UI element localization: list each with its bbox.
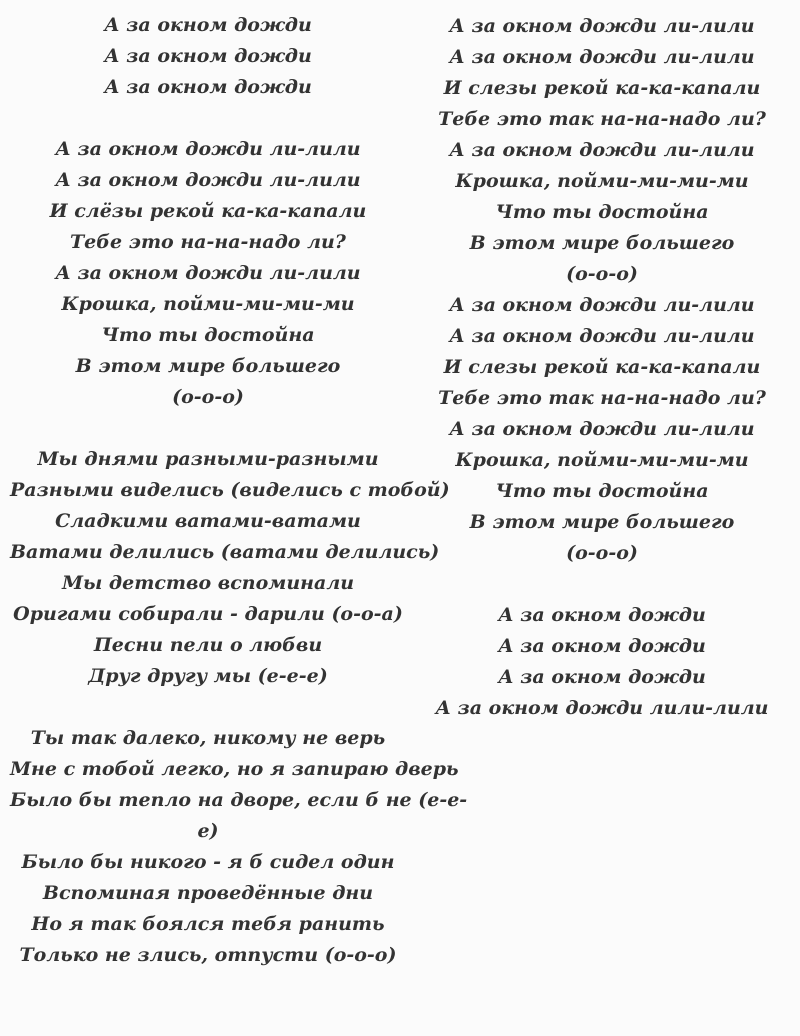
- lyric-line: Крошка, пойми-ми-ми-ми: [61, 293, 355, 315]
- lyric-line: Только не злись, отпусти (о-о-о): [19, 944, 397, 966]
- lyric-line: Ватами делились (ватами делились): [10, 541, 440, 563]
- lyric-line: А за окном дожди: [104, 14, 312, 36]
- lyric-line: е): [197, 820, 219, 842]
- lyric-line: А за окном дожди ли-лили: [55, 169, 361, 191]
- lyric-line: И слезы рекой ка-ка-капали: [443, 77, 761, 99]
- lyric-line: Тебе это так на-на-надо ли?: [438, 108, 766, 130]
- lyric-line: А за окном дожди ли-лили: [449, 139, 755, 161]
- lyric-line: А за окном дожди ли-лили: [449, 325, 755, 347]
- lyric-line: А за окном дожди ли-лили: [449, 294, 755, 316]
- lyric-line: А за окном дожди ли-лили: [55, 138, 361, 160]
- lyric-line: А за окном дожди: [498, 635, 706, 657]
- lyric-line: Песни пели о любви: [93, 634, 323, 656]
- lyric-line: Что ты достойна: [495, 201, 709, 223]
- lyric-line: А за окном дожди: [498, 666, 706, 688]
- lyric-line: Вспоминая проведённые дни: [42, 882, 374, 904]
- lyrics-right-column: [404, 11, 800, 724]
- lyric-line: В этом мире большего: [469, 511, 735, 533]
- lyric-line: Что ты достойна: [495, 480, 709, 502]
- lyric-line: (о-о-о): [566, 263, 638, 285]
- lyric-line: И слёзы рекой ка-ка-капали: [49, 200, 367, 222]
- lyric-line: А за окном дожди ли-лили: [55, 262, 361, 284]
- lyric-line: Но я так боялся тебя ранить: [31, 913, 385, 935]
- lyrics-left-column: [10, 10, 468, 971]
- lyric-line: Друг другу мы (е-е-е): [88, 665, 328, 687]
- lyric-line: А за окном дожди ли-лили: [449, 46, 755, 68]
- blank-line: [10, 413, 406, 444]
- lyric-line: Мы днями разными-разными: [37, 448, 379, 470]
- lyric-line: Оригами собирали - дарили (о-о-а): [13, 603, 403, 625]
- lyric-line: А за окном дожди лили-лили: [435, 697, 769, 719]
- lyric-line: Разными виделись (виделись с тобой): [10, 479, 450, 501]
- lyric-line: Мы детство вспоминали: [61, 572, 355, 594]
- lyric-line: А за окном дожди ли-лили: [449, 418, 755, 440]
- lyric-line: (о-о-о): [566, 542, 638, 564]
- lyric-line: А за окном дожди: [104, 76, 312, 98]
- blank-line: [10, 103, 406, 134]
- lyric-line: Мне с тобой легко, но я запираю дверь: [10, 758, 459, 780]
- lyric-line: А за окном дожди ли-лили: [449, 15, 755, 37]
- lyric-line: (о-о-о): [172, 386, 244, 408]
- lyric-line: Было бы никого - я б сидел один: [21, 851, 395, 873]
- lyric-line: Сладкими ватами-ватами: [55, 510, 361, 532]
- lyric-line: Тебе это так на-на-надо ли?: [438, 387, 766, 409]
- lyric-line: Тебе это на-на-надо ли?: [70, 231, 346, 253]
- lyric-line: Крошка, пойми-ми-ми-ми: [455, 449, 749, 471]
- blank-line: [10, 692, 406, 723]
- lyric-line: Крошка, пойми-ми-ми-ми: [455, 170, 749, 192]
- lyric-line: В этом мире большего: [469, 232, 735, 254]
- lyric-line: А за окном дожди: [498, 604, 706, 626]
- lyric-line: Ты так далеко, никому не верь: [30, 727, 386, 749]
- lyric-line: И слезы рекой ка-ка-капали: [443, 356, 761, 378]
- lyric-line: Что ты достойна: [101, 324, 315, 346]
- lyric-line: А за окном дожди: [104, 45, 312, 67]
- lyric-line: Было бы тепло на дворе, если б не (е-е-: [10, 789, 468, 811]
- blank-line: [404, 569, 800, 600]
- lyric-line: В этом мире большего: [75, 355, 341, 377]
